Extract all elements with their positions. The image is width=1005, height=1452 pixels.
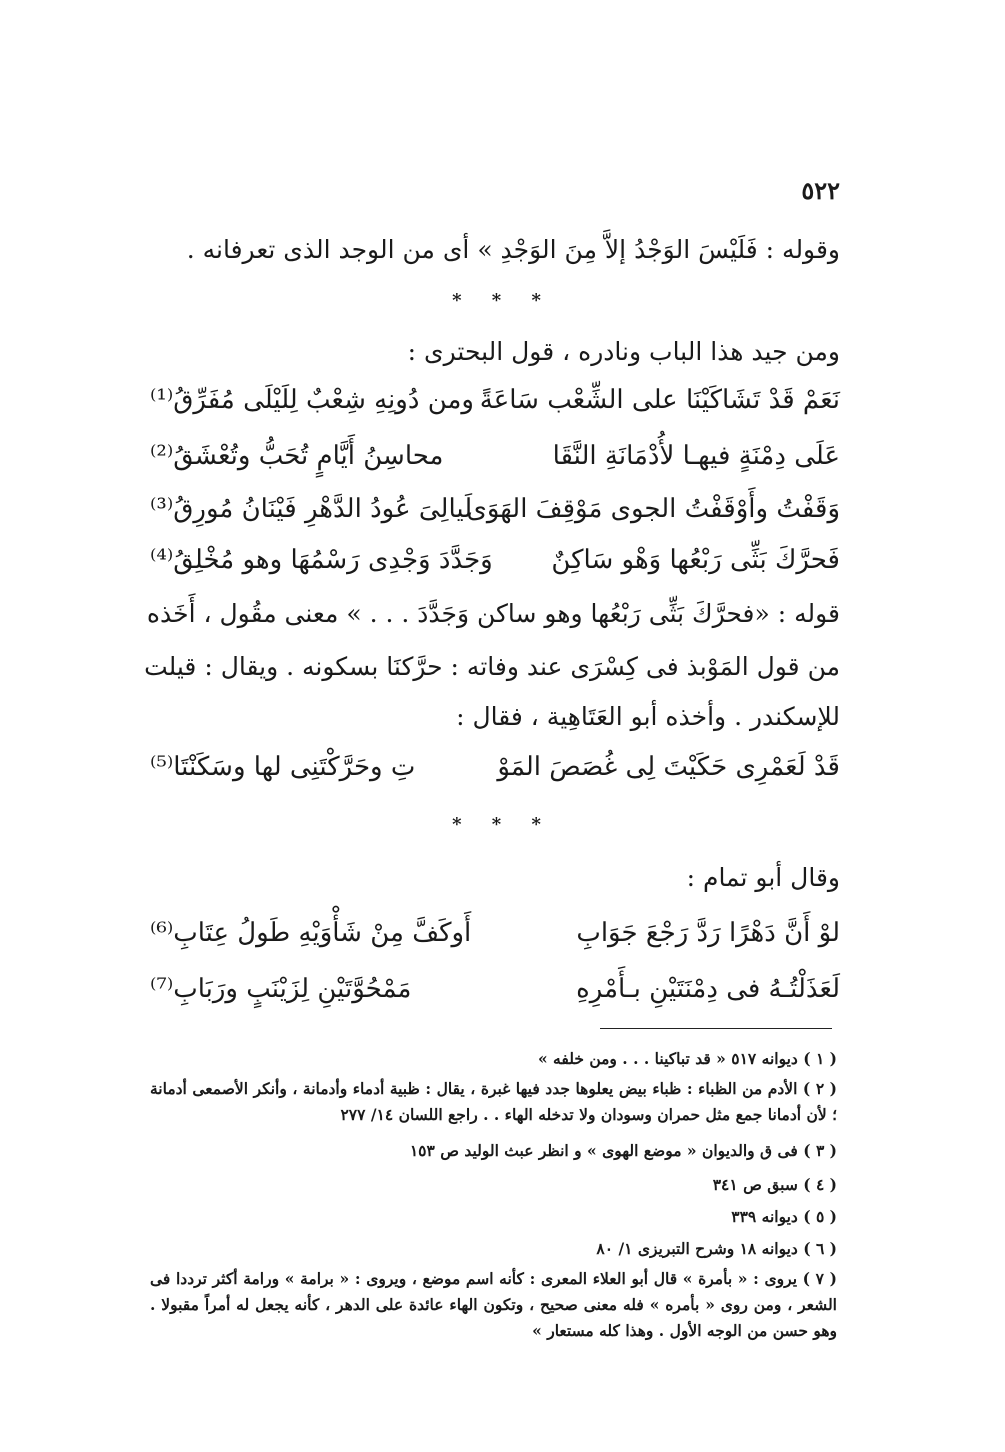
- footnote: ( ١ ) ديوانه ٥١٧ « قد تباكينا . . . ومن خلفه »: [537, 1049, 837, 1068]
- prose-line: وقوله : فَلَيْسَ الوَجْدُ إلاَّ مِنَ الوَجْدِ » أى من الوجد الذى تعرفانه .: [186, 235, 840, 264]
- verse-hemistich-second: وَجَدَّدَ وَجْدِى رَسْمُهَا وهو مُخْلِقُ⁽⁴⁾: [150, 545, 493, 575]
- verse-hemistich-second: أَوكَفَّ مِنْ شَأْوَيْهِ طَولُ عِتَابِ⁽⁶⁾: [150, 918, 472, 948]
- verse-line: [150, 486, 840, 532]
- verse-hemistich-second: تِ وحَرَّكْتَنِى لها وسَكَنْتَا⁽⁵⁾: [150, 752, 416, 782]
- prose-line: ومن جيد هذا الباب ونادره ، قول البحترى :: [407, 337, 840, 366]
- footnote: ( ٢ ) الأدم من الظباء : ظباء بيض يعلوها جدد فيها غبرة ، يقال : ظبية أدماء وأدمانة ، وأنكر الأصمعى أدمانة ؛ لأن أدمانا جمع مثل حمران وسودان ولا تدخله الهاء . . راجع اللسان ١٤/ ٢٧٧: [150, 1079, 838, 1124]
- footnote: ( ٣ ) فى ق والديوان « موضع الهوى » و انظر عبث الوليد ص ١٥٣: [409, 1141, 837, 1160]
- verse-hemistich-second: محاسِنُ أَيَّامٍ تُحَبُّ وتُعْشَقُ⁽²⁾: [150, 441, 444, 471]
- verse-hemistich-second: ومن دُونِهِ شِعْبٌ لِلَيْلَى مُفَرِّقُ⁽¹⁾: [150, 385, 474, 415]
- verse-hemistich-first: قَدْ لَعَمْرِى حَكَيْتَ لِى غُصَصَ المَوْ: [497, 752, 840, 782]
- footnote: ( ٥ ) ديوانه ٣٣٩: [731, 1207, 837, 1226]
- footnote: ( ٧ ) يروى : « بأمرة » قال أبو العلاء المعرى : كأنه اسم موضع ، ويروى : « برامة » ورامة أكثر ترددا فى الشعر ، ومن روى « بأمره » فله معنى صحيح ، وتكون الهاء عائدة على الدهر ، كأنه يجعل له أمراً مقبولا . وهو حسن من الوجه الأول . وهذا كله مستعار »: [150, 1269, 837, 1340]
- verse-hemistich-first: لوْ أَنَّ دَهْرًا رَدَّ رَجْعَ جَوَابِ: [576, 918, 840, 948]
- verse-hemistich-first: فَحرَّكَ بَثِّى رَبْعُها وَهْو سَاكِنٌ: [551, 545, 840, 575]
- verse-hemistich-first: لَعَذَلْتُـهُ فى دِمْنَتَيْنِ بـأَمْرِهِ: [576, 974, 840, 1004]
- prose-line: وقال أبو تمام :: [686, 863, 840, 892]
- verse-hemistich-second: لَيالِىَ عُودُ الدَّهْرِ فَيْنَانُ مُورِقُ⁽³⁾: [150, 494, 473, 524]
- verse-line: [150, 537, 840, 583]
- verse-line: [150, 377, 840, 423]
- page-number: ٥٢٢: [801, 176, 840, 205]
- prose-line: من قول المَوْبذ فى كِسْرَى عند وفاته : حرَّكنَا بسكونه . ويقال : قيلت: [144, 652, 840, 681]
- verse-hemistich-first: نَعَمْ قَدْ تَشَاكَيْنَا على الشِّعْب سَاعَةً: [479, 385, 840, 415]
- verse-hemistich-first: عَلَى دِمْنَةٍ فيهـا لأُدْمَانَةِ النَّقَا: [552, 441, 840, 471]
- section-separator: * * *: [452, 290, 553, 311]
- section-separator: * * *: [452, 814, 553, 835]
- prose-line: للإسكندر . وأخذه أبو العَتَاهِية ، فقال :: [456, 702, 840, 731]
- verse-line: [150, 966, 840, 1012]
- prose-line: قوله : «فحرَّكَ بَثِّى رَبْعُها وهو ساكن وَجَدَّدَ . . . » معنى مقُول ، أَخَذه: [146, 599, 840, 628]
- verse-hemistich-first: وَقَفْتُ وأَوْقَفْتُ الجوى مَوْقِفَ الهَوَى: [466, 494, 840, 524]
- verse-line: [150, 910, 840, 956]
- footnote-divider: [600, 1028, 832, 1029]
- verse-line: [150, 433, 840, 479]
- footnote: ( ٦ ) ديوانه ١٨ وشرح التبريزى ١/ ٨٠: [596, 1239, 837, 1258]
- verse-line: [150, 744, 840, 790]
- verse-hemistich-second: مَمْحُوَّتَيْنِ لِزَيْنَبٍ ورَبَابِ⁽⁷⁾: [150, 974, 412, 1004]
- footnote: ( ٤ ) سبق ص ٣٤١: [712, 1175, 837, 1194]
